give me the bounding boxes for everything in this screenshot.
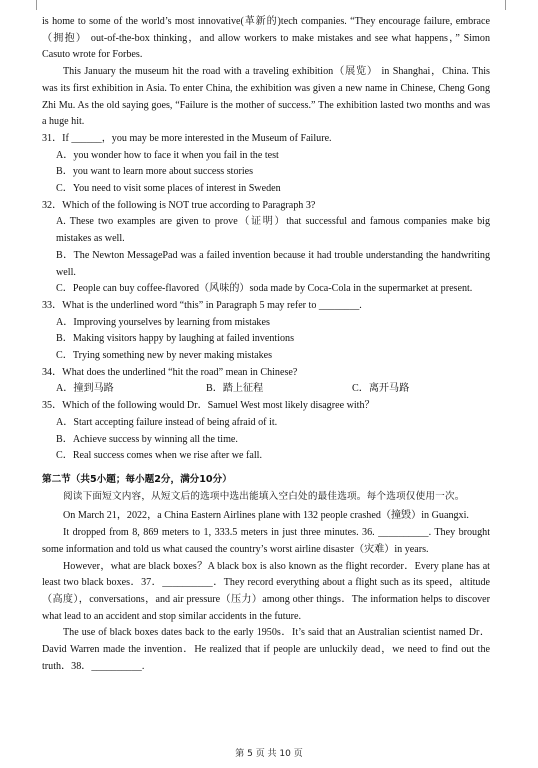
option-c: C．离开马路 — [352, 383, 410, 395]
question-stem: 35．Which of the following would Dr．Samuel West most likely disagree with？ — [42, 400, 375, 412]
option-a: A. These two examples are given to prove（证明）that successful and famous companies make big mistakes as well. — [56, 216, 490, 245]
question-34 — [42, 365, 490, 398]
section-heading: 第二节（共5小题；每小题2分，满分10分） — [42, 473, 232, 485]
page-footer: 第 5 页 共 10 页 — [235, 749, 303, 759]
question-stem: 31．If ______，you may be more interested in the Museum of Failure. — [42, 132, 332, 144]
option-a: A．撞到马路 — [56, 383, 114, 395]
option-a: A．Start accepting failure instead of being afraid of it. — [56, 416, 278, 428]
option-b: B．Making visitors happy by laughing at failed inventions — [56, 333, 295, 345]
option-b: B．The Newton MessagePad was a failed invention because it had trouble understanding the handwriting well. — [56, 249, 490, 278]
option-b: B．you want to learn more about success stories — [56, 166, 254, 178]
crop-mark-left — [26, 0, 37, 10]
option-a: A．Improving yourselves by learning from mistakes — [56, 316, 270, 328]
passage-paragraph-4-end: is home to some of the world’s most innovative(革新的)tech companies. “They encourage failure, embrace（拥抱） out-of-the-box thinking，and allow workers to make mistakes and see what happens，” Simon Casuto wrote for Forbes. — [42, 16, 490, 61]
question-32 — [42, 198, 490, 298]
passage-paragraph-5: This January the museum hit the road with a traveling exhibition（展览） in Shanghai，China. This was its first exhibition in Asia. To enter China, the exhibition was given a new name in Chinese, Cheng Gong Zhi Mu. As the old saying goes, “Failure is the mother of success.” The exhibition lasted two months and was a huge hit. — [42, 66, 490, 128]
crop-mark-right — [505, 0, 516, 10]
cloze-paragraph-2: It dropped from 8, 869 meters to 1, 333.5 meters in just three minutes. 36. __________. They brought some information and told us what caused the country’s worst airline disaster（灾难）in years. — [42, 527, 490, 555]
option-b: B．Achieve success by winning all the time. — [56, 433, 238, 445]
question-stem: 34．What does the underlined “hit the road” mean in Chinese? — [42, 366, 298, 378]
section-instruction: 阅读下面短文内容，从短文后的选项中选出能填入空白处的最佳选项。每个选项仅使用一次。 — [63, 490, 465, 502]
question-33 — [42, 298, 490, 365]
option-a: A．you wonder how to face it when you fail in the test — [56, 149, 279, 161]
question-stem: 32．Which of the following is NOT true according to Paragraph 3? — [42, 199, 316, 211]
cloze-paragraph-4: The use of black boxes dates back to the early 1950s．It’s said that an Australian scientist named Dr．David Warren made the invention．He realized that if people are unluckily dead，we need to find out the truth．38．__________. — [42, 627, 490, 672]
question-stem: 33．What is the underlined word “this” in Paragraph 5 may refer to ________. — [42, 299, 362, 311]
option-c: C．You need to visit some places of interest in Sweden — [56, 183, 281, 195]
option-c: C．Real success comes when we rise after we fall. — [56, 450, 263, 462]
question-31 — [42, 131, 490, 198]
option-c: C．Trying something new by never making mistakes — [56, 350, 273, 362]
options-row — [42, 381, 490, 398]
option-b: B．踏上征程 — [206, 383, 264, 395]
cloze-paragraph-3: However，what are black boxes？A black box is also known as the flight recorder．Every plane has at least two black boxes．37．__________．They record everything about a flight such as its speed，altitude（高度），conversations，and air pressure（压力）among other things．The information helps to discover what lead to an accident and stop similar accidents in the future. — [42, 560, 490, 622]
question-35 — [42, 398, 490, 465]
page-content — [42, 14, 490, 675]
option-c: C．People can buy coffee-flavored（风味的）soda made by Coca-Cola in the supermarket at present. — [56, 283, 473, 295]
cloze-paragraph-1: On March 21，2022，a China Eastern Airlines plane with 132 people crashed（撞毁）in Guangxi. — [63, 510, 469, 522]
